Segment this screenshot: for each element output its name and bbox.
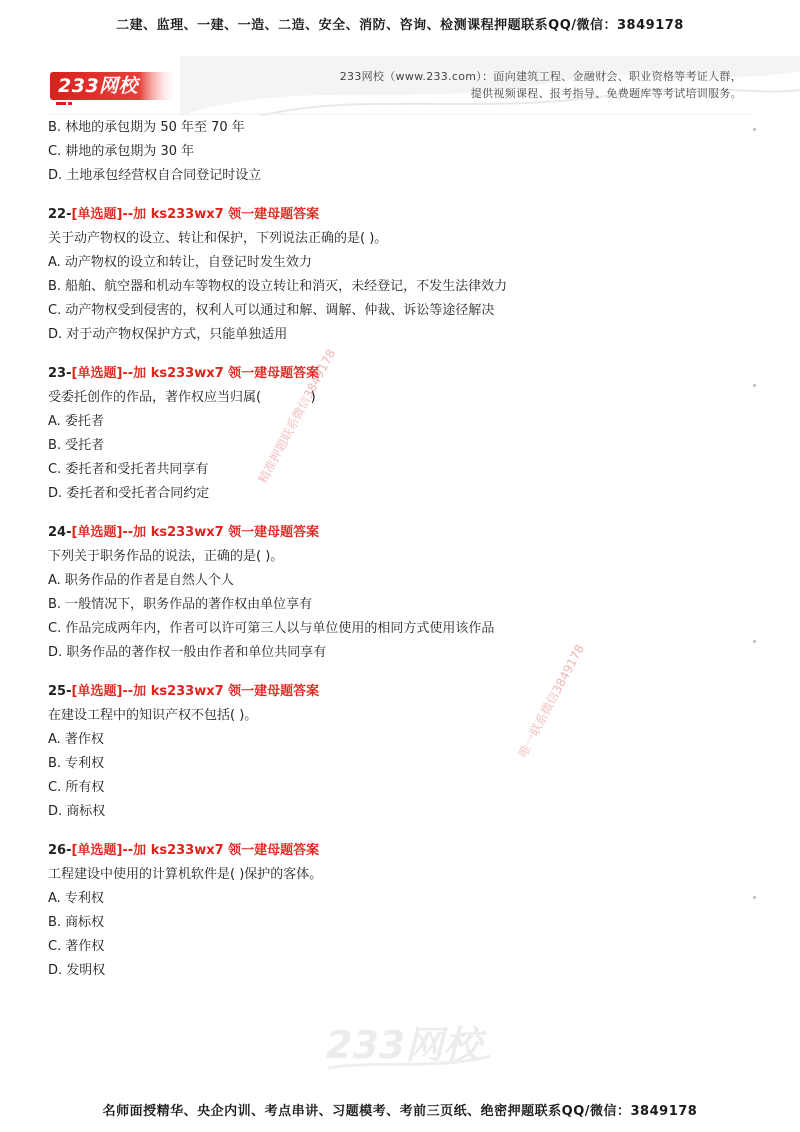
question-tag: [单选题]--加 ks233wx7 领一建母题答案	[71, 366, 320, 381]
option: B. 林地的承包期为 50 年至 70 年	[48, 120, 245, 135]
question-stem: 关于动产物权的设立、转让和保护，下列说法正确的是( )。	[48, 231, 388, 246]
header-desc-line1: 233网校（www.233.com）：面向建筑工程、金融财会、职业资格等考证人群，	[339, 70, 742, 83]
edge-mark	[753, 896, 756, 899]
option-a: A. 著作权	[48, 732, 104, 747]
option-b: B. 专利权	[48, 756, 105, 771]
question-number: 25-	[48, 684, 72, 699]
question-stem: 工程建设中使用的计算机软件是( )保护的客体。	[48, 867, 323, 882]
question-number: 24-	[48, 525, 72, 540]
question-title	[48, 362, 748, 386]
option-b: B. 船舶、航空器和机动车等物权的设立转让和消灭，未经登记，不发生法律效力	[48, 279, 508, 294]
question-number: 26-	[48, 843, 72, 858]
option-c: C. 著作权	[48, 939, 105, 954]
option: D. 土地承包经营权自合同登记时设立	[48, 168, 262, 183]
option-c: C. 动产物权受到侵害的，权利人可以通过和解、调解、仲裁、诉讼等途径解决	[48, 303, 495, 318]
question-stem: 下列关于职务作品的说法，正确的是( )。	[48, 549, 284, 564]
option-a: A. 动产物权的设立和转让，自登记时发生效力	[48, 255, 312, 270]
question-number: 23-	[48, 366, 72, 381]
header-description	[340, 68, 742, 102]
watermark-text: 精准押题联系微信3849178	[255, 346, 339, 486]
edge-mark	[753, 128, 756, 131]
question-title	[48, 203, 748, 227]
question-22	[48, 203, 748, 347]
page-header	[0, 56, 800, 116]
option-d: D. 商标权	[48, 804, 106, 819]
question-24	[48, 521, 748, 665]
question-25	[48, 680, 748, 824]
option-d: D. 对于动产物权保护方式，只能单独适用	[48, 327, 288, 342]
question-tag: [单选题]--加 ks233wx7 领一建母题答案	[71, 843, 320, 858]
option-b: B. 受托者	[48, 438, 105, 453]
question-title	[48, 521, 748, 545]
top-banner: 二建、监理、一建、一造、二造、安全、消防、咨询、检测课程押题联系QQ/微信：3849178	[116, 18, 684, 33]
option-a: A. 专利权	[48, 891, 104, 906]
edge-mark	[753, 384, 756, 387]
option-c: C. 作品完成两年内，作者可以许可第三人以与单位使用的相同方式使用该作品	[48, 621, 495, 636]
option: C. 耕地的承包期为 30 年	[48, 144, 195, 159]
question-stem: 在建设工程中的知识产权不包括( )。	[48, 708, 258, 723]
question-23	[48, 362, 748, 506]
footer-logo-text: 233网校	[326, 1023, 482, 1067]
question-tag: [单选题]--加 ks233wx7 领一建母题答案	[71, 684, 320, 699]
previous-question-options	[48, 116, 748, 188]
option-c: C. 委托者和受托者共同享有	[48, 462, 209, 477]
option-b: B. 商标权	[48, 915, 105, 930]
watermark-text: 唯一联系微信3849178	[515, 642, 588, 760]
question-content	[48, 116, 748, 983]
option-a: A. 职务作品的作者是自然人个人	[48, 573, 234, 588]
bottom-banner: 名师面授精华、央企内训、考点串讲、习题模考、考前三页纸、绝密押题联系QQ/微信：3849178	[102, 1104, 698, 1119]
question-stem: 受委托创作的作品，著作权应当归属( )	[48, 390, 316, 405]
option-c: C. 所有权	[48, 780, 105, 795]
edge-mark	[753, 640, 756, 643]
question-26	[48, 839, 748, 983]
footer-watermark-logo-icon	[318, 1012, 498, 1082]
option-d: D. 委托者和受托者合同约定	[48, 486, 210, 501]
header-desc-line2: 提供视频课程、报考指导、免费题库等考试培训服务。	[470, 87, 742, 100]
question-title	[48, 680, 748, 704]
logo-text: 233网校	[58, 75, 139, 97]
question-number: 22-	[48, 207, 72, 222]
option-a: A. 委托者	[48, 414, 104, 429]
question-title	[48, 839, 748, 863]
question-tag: [单选题]--加 ks233wx7 领一建母题答案	[71, 207, 320, 222]
option-d: D. 职务作品的著作权一般由作者和单位共同享有	[48, 645, 327, 660]
option-b: B. 一般情况下，职务作品的著作权由单位享有	[48, 597, 313, 612]
question-tag: [单选题]--加 ks233wx7 领一建母题答案	[71, 525, 320, 540]
option-d: D. 发明权	[48, 963, 106, 978]
